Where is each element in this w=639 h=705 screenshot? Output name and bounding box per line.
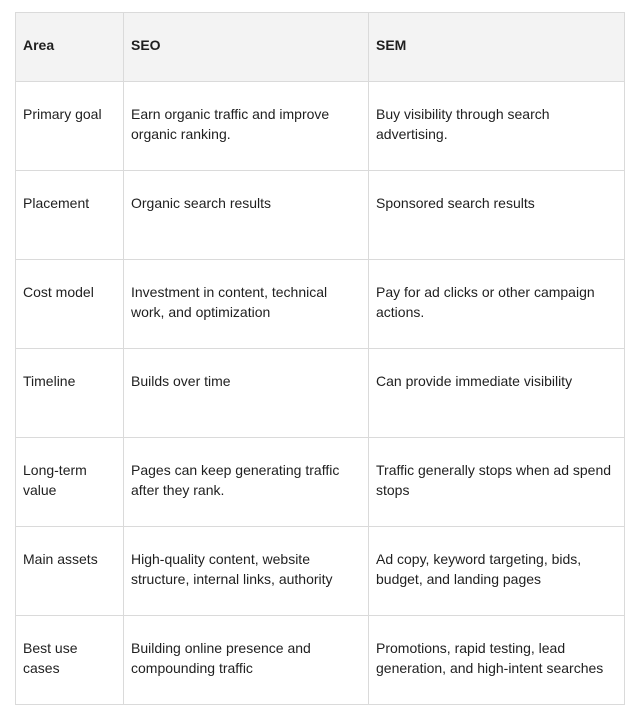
table-row xyxy=(16,616,625,705)
table-row xyxy=(16,260,625,349)
cell-seo: Builds over time xyxy=(124,349,369,438)
cell-sem: Ad copy, keyword targeting, bids, budget, and landing pages xyxy=(369,527,625,616)
cell-sem: Promotions, rapid testing, lead generation, and high-intent searches xyxy=(369,616,625,705)
table-row xyxy=(16,349,625,438)
header-area: Area xyxy=(16,13,124,82)
table-row xyxy=(16,82,625,171)
comparison-table xyxy=(15,12,625,705)
cell-sem: Buy visibility through search advertising. xyxy=(369,82,625,171)
header-seo: SEO xyxy=(124,13,369,82)
cell-sem: Pay for ad clicks or other campaign actions. xyxy=(369,260,625,349)
cell-area: Cost model xyxy=(16,260,124,349)
cell-sem: Can provide immediate visibility xyxy=(369,349,625,438)
table-row xyxy=(16,527,625,616)
cell-area: Placement xyxy=(16,171,124,260)
header-sem: SEM xyxy=(369,13,625,82)
cell-area: Best use cases xyxy=(16,616,124,705)
cell-sem: Sponsored search results xyxy=(369,171,625,260)
table-row xyxy=(16,438,625,527)
cell-seo: Investment in content, technical work, and optimization xyxy=(124,260,369,349)
cell-seo: Organic search results xyxy=(124,171,369,260)
cell-seo: Earn organic traffic and improve organic ranking. xyxy=(124,82,369,171)
table-row xyxy=(16,171,625,260)
table-header-row xyxy=(16,13,625,82)
cell-area: Long-term value xyxy=(16,438,124,527)
cell-seo: Pages can keep generating traffic after they rank. xyxy=(124,438,369,527)
cell-seo: Building online presence and compounding traffic xyxy=(124,616,369,705)
cell-sem: Traffic generally stops when ad spend stops xyxy=(369,438,625,527)
cell-area: Timeline xyxy=(16,349,124,438)
cell-seo: High-quality content, website structure, internal links, authority xyxy=(124,527,369,616)
cell-area: Primary goal xyxy=(16,82,124,171)
cell-area: Main assets xyxy=(16,527,124,616)
